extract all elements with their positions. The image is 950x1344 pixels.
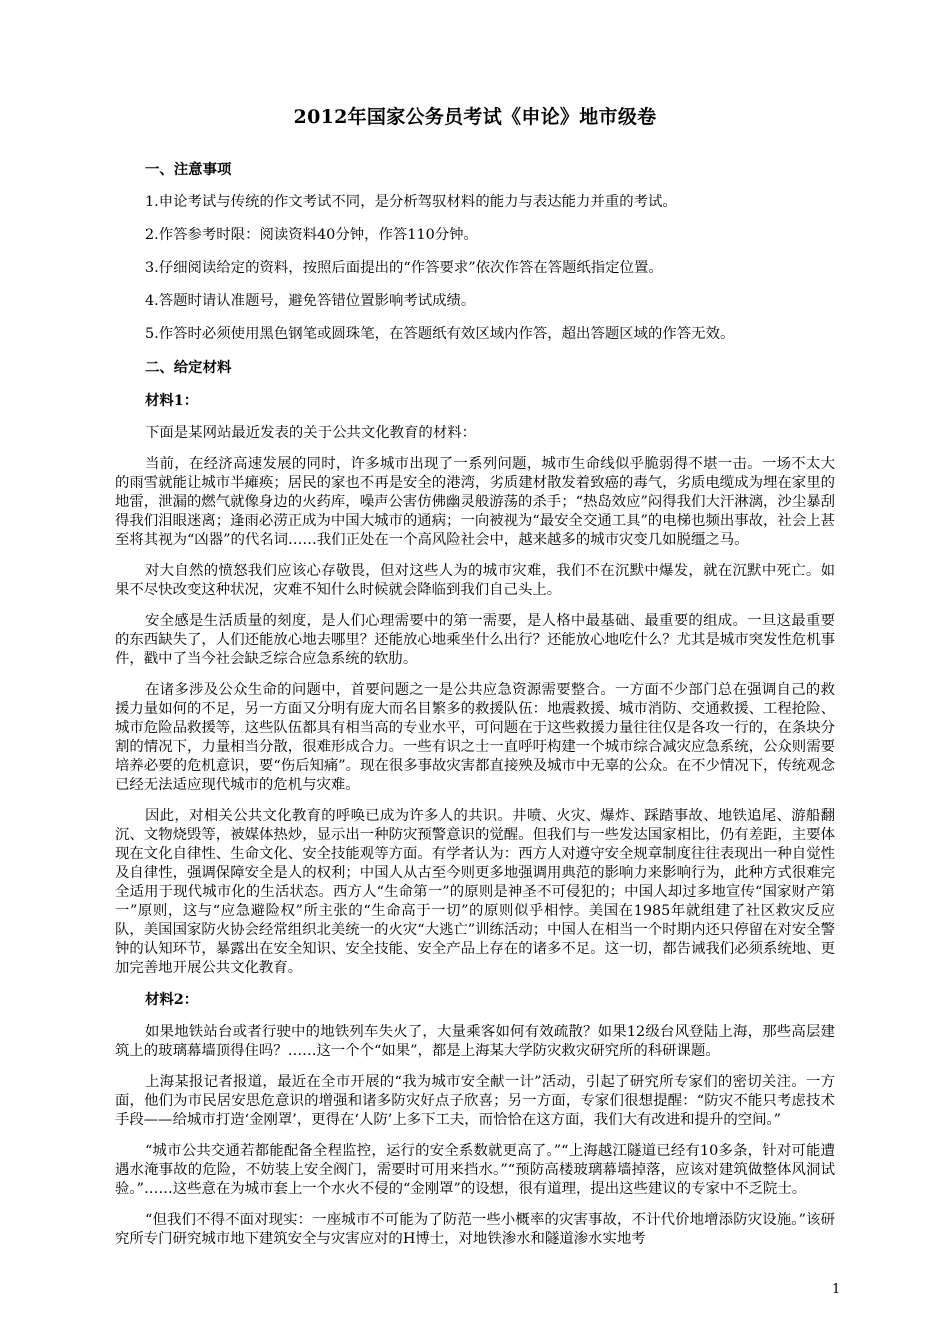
material-1-paragraph: 对大自然的愤怒我们应该心存敬畏，但对这些人为的城市灾难，我们不在沉默中爆发，就在沉默中死亡。如果不尽快改变这种状况，灾难不知什么时候就会降临到我们自己头上。 — [115, 563, 835, 598]
note-item: 1.申论考试与传统的作文考试不同，是分析驾驭材料的能力与表达能力并重的考试。 — [145, 194, 677, 210]
section-heading-notes: 一、注意事项 — [145, 161, 232, 178]
material-1-heading: 材料1： — [145, 392, 199, 409]
material-1-paragraph: 安全感是生活质量的刻度，是人们心理需要中的第一需要，是人格中最基础、最重要的组成。一旦这最重要的东西缺失了，人们还能放心地去哪里？还能放心地乘坐什么出行？还能放心地吃什么？尤其是城市突发性危机事件，戳中了当今社会缺乏综合应急系统的软肋。 — [115, 613, 835, 667]
material-1-paragraph: 因此，对相关公共文化教育的呼唤已成为许多人的共识。井喷、火灾、爆炸、踩踏事故、地铁追尾、游船翻沉、文物烧毁等，被媒体热炒，显示出一种防灾预警意识的觉醒。但我们与一些发达国家相比，仍有差距，主要体现在文化自律性、生命文化、安全技能观等方面。有学者认为：西方人对遵守安全规章制度往往表现出一种自觉性及自律性，强调保障安全是人的权利；中国人从古至今则更多地强调用典范的影响力来影响行为，此种方式很难完全适用于现代城市化的生活状态。西方人“生命第一”的原则是神圣不可侵犯的；中国人却过多地宣传“国家财产第一”原则，这与“应急避险权”所主张的“生命高于一切”的原则似乎相悖。美国在1985年就组建了社区救灾反应队，美国国家防火协会经常组织北美统一的火灾“大逃亡”训练活动；中国人在相当一个时期内还只停留在对安全警钟的认知环节，暴露出在安全知识、安全技能、安全产品上存在的诸多不足。这一切，都告诫我们必须系统地、更加完善地开展公共文化教育。 — [115, 808, 835, 976]
note-item: 2.作答参考时限：阅读资料40分钟，作答110分钟。 — [145, 227, 478, 243]
material-1-paragraph: 在诸多涉及公众生命的问题中，首要问题之一是公共应急资源需要整合。一方面不少部门总在强调自己的救援力量如何的不足，另一方面又分明有庞大而名目繁多的救援队伍：地震救援、城市消防、交通救援、工程抢险、城市危险品救援等，这些队伍都具有相当高的专业水平，可问题在于这些救援力量往往仅是各攻一行的，在条块分割的情况下，力量相当分散，很难形成合力。一些有识之士一直呼吁构建一个城市综合减灾应急系统，公众则需要培养必要的危机意识，要“伤后知痛”。现在很多事故灾害都直接殃及城市中无辜的公众。在不少情况下，传统观念已经无法适应现代城市的危机与灾难。 — [115, 682, 835, 793]
section-heading-materials: 二、给定材料 — [145, 359, 232, 376]
note-item: 5.作答时必须使用黑色钢笔或圆珠笔，在答题纸有效区域内作答，超出答题区域的作答无效。 — [145, 326, 735, 342]
document-title: 2012年国家公务员考试《申论》地市级卷 — [293, 106, 657, 128]
material-2-paragraph: “城市公共交通若都能配备全程监控，运行的安全系数就更高了。”“上海越江隧道已经有10多条，针对可能遭遇水淹事故的危险，不妨装上安全阀门，需要时可用来挡水。”“预防高楼玻璃幕墙掉落，应该对建筑做整体风洞试验。”……这些意在为城市套上一个水火不侵的“金刚罩”的设想，很有道理，提出这些建议的专家中不乏院士。 — [115, 1143, 835, 1197]
note-item: 3.仔细阅读给定的资料，按照后面提出的“作答要求”依次作答在答题纸指定位置。 — [145, 260, 663, 276]
material-2-paragraph: “但我们不得不面对现实：一座城市不可能为了防范一些小概率的灾害事故，不计代价地增添防灾设施。”该研究所专门研究城市地下建筑安全与灾害应对的H博士，对地铁渗水和隧道渗水实地考 — [115, 1212, 835, 1247]
material-1-paragraph: 当前，在经济高速发展的同时，许多城市出现了一系列问题，城市生命线似乎脆弱得不堪一击。一场不太大的雨雪就能让城市半瘫痪；居民的家也不再是安全的港湾，劣质建材散发着致癌的毒气，劣质电缆成为埋在家里的地雷，泄漏的燃气就像身边的火药库，噪声公害仿佛幽灵般游荡的杀手；“热岛效应”闷得我们大汗淋漓，沙尘暴刮得我们泪眼迷离；逢雨必涝正成为中国大城市的通病；一向被视为“最安全交通工具”的电梯也频出事故，社会上甚至将其视为“凶器”的代名词……我们正处在一个高风险社会中，越来越多的城市灾变几如脱缰之马。 — [115, 456, 835, 548]
page-number: 1 — [832, 1282, 841, 1297]
material-2-paragraph: 如果地铁站台或者行驶中的地铁列车失火了，大量乘客如何有效疏散？如果12级台风登陆上海，那些高层建筑上的玻璃幕墙顶得住吗？……这一个个“如果”，都是上海某大学防灾救灾研究所的科研课题。 — [115, 1024, 835, 1059]
document-body — [115, 160, 835, 1261]
material-1-paragraph: 下面是某网站最近发表的关于公共文化教育的材料： — [145, 425, 476, 441]
note-item: 4.答题时请认准题号，避免答错位置影响考试成绩。 — [145, 293, 476, 309]
material-2-paragraph: 上海某报记者报道，最近在全市开展的“我为城市安全献一计”活动，引起了研究所专家们的密切关注。一方面，他们为市民居安思危意识的增强和诸多防灾好点子欣喜；另一方面，专家们很想提醒：“防灾不能只考虑技术手段——给城市打造‘金刚罩’，更得在‘人防’上多下工夫，而恰恰在这方面，我们大有改进和提升的空间。” — [115, 1074, 835, 1128]
material-2-heading: 材料2： — [145, 991, 199, 1008]
